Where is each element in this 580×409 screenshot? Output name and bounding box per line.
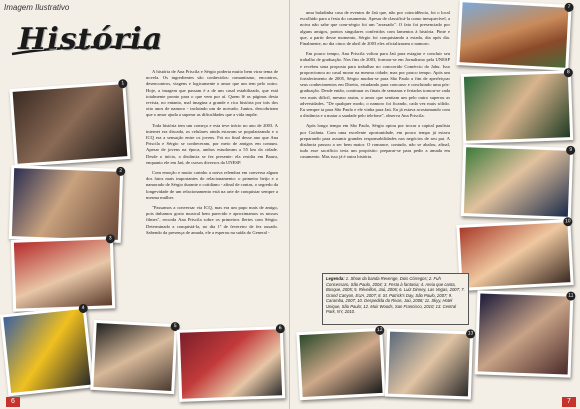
left-article-column	[146, 69, 278, 331]
photo-7: 7	[456, 0, 571, 71]
article-paragraph: A história de Ana Priscila e Sérgio poderia muito bem virar tema de novela. Os ingredientes são conhecidos: romantismo, encontros, desencontros, viagens e logicamente o amor que um tem pelo outro. Hoje, a imagem que passam é a de um casal estabilizado, que está totalmente pronto para o que vem por aí. Quem lê as páginas desta revista, no entanto, mal imagina a grande e rica história por trás dos oito anos de namoro - incluindo um de noivado. Juntos, descobriram que o amor ajuda a superar as dificuldades que a vida impõe.	[146, 69, 278, 118]
page-number-right: 7	[562, 397, 576, 407]
photo-8: 8	[461, 70, 573, 144]
right-page	[290, 0, 580, 409]
photo-10: 10	[456, 219, 573, 291]
photo-legend	[322, 273, 469, 325]
photo-13: 13	[385, 329, 473, 400]
article-paragraph: uma baladinha casa de eventos de Jaú que, não por coincidência, foi o local escolhido para a festa do casamento. Apesar de classificá-la como inesquecível, a noiva não sabe que com-sérgio foi um "arrasado". O fato foi presenciado por alguns amigos, pontos singulares conferidos com lamentos à história. Pinte e que, a partir desse momento, Sérgio foi conquistando a estada, dia após dia. Finalmente, no dia cinco de abril de 2003 eles oficializaram o namoro.	[300, 10, 450, 47]
article-paragraph: Toda história tem um começo e esta teve início no ano de 2003. A internet era discada, os celulares ainda estavam se popularizando e o ICQ era a sensação entre os jovens. Foi no final desse ano que Ana Priscila e Sérgio se conheceram, por meio de amigos em comum. Apesar de jovens na época, ambos estudavam a 55 km da cidade. Desde o início, a distância se fez presente: ela residia em Bauru, enquanto ele em Jaú, de cursos diversos da UNESP.	[146, 122, 278, 165]
photo-3: 3	[11, 236, 115, 312]
legend-label: Legenda:	[326, 276, 345, 281]
article-paragraph: Com emoção e muito carinho a noiva relembra em conversa algum dos fatos mais importantes do relacionamento: o primeiro beijo e o namorado de Sérgio durante o cotidiano - afinal de contas, o segredo da longevidade de um relacionamento está na arte de conquistar sempre a mesma mulher.	[146, 170, 278, 200]
photo-5: 5	[90, 320, 178, 394]
section-label: Imagem Ilustrativo	[4, 3, 70, 12]
legend-text: 1. Show da banda Revenge, Dois Córregos; 2. Fuh Concessaro, São Paulo, 2004; 3. Festa à fantasia; 4. Areia que canta, Bosque, 2005; 5. Réveillon, Jaú, 2006; 6. Luiz Dinney, Las Vegas, 2007; 7. Grand Canyon, EUA, 2007; 8. St. Patrick's Day, São Paulo, 2007; 9. Caramba, 2007; 10. Despedida do Rivas, Jaú, 2008; 11. Skyy, Hotel Unique, São Paulo; 12. Muir Woods, San Francisco, 2010; 13. Central Park, NY, 2010.	[326, 276, 465, 314]
photo-6: 6	[177, 326, 285, 402]
photo-1: 1	[9, 81, 130, 167]
article-paragraph: Em pouco tempo, Ana Priscila voltou para Jaú para estagiar e concluir seu trabalho de graduação. Nos fins de 2003, formou-se em Jornalismo pela UNESP e recebeu uma proposta para trabalhar no concorrido Comércio do Jahu. Isso proporcionou ao casal morar na mesma cidade, mas por pouco tempo. Após um fortalecimento de 2005, Sérgio mudou-se para São Paulo a fim de aperfeiçoar seus conhecimentos em Direito, estudando para concurso e concluindo uma pós-graduação. Desde então, continuar os finais de semanas e feriados tornou-se cada vez mais difícil, mesmo assim, o amor que sentiam um pelo outro superou as adversidades. "De qualquer modo, o namoro foi ficando, cada vez mais sólido. Eu sempre ia para São Paulo e ele vinha para Jaú. Eu já estava acostumando com a distância e a matar a saudade pelo telefone", observa Ana Priscila.	[300, 51, 450, 119]
article-paragraph: "Passamos a conversar via ICQ, mas era um papo mais de amigo, pois tínhamos gosto musical bem parecido e aproximamos os nossos filmes", recorda Ana Priscila sobre os primeiros flertes com Sérgio. Determinado a conquistá-la, no dia 1º de fevereiro de fez ousado. Sabendo da presença de amada, ele a esperou na saída do General -	[146, 205, 278, 235]
photo-11: 11	[475, 290, 574, 377]
photo-9: 9	[461, 144, 573, 220]
photo-4: 4	[0, 306, 94, 397]
photo-2: 2	[9, 165, 124, 243]
article-paragraph: Após longo tempo em São Paulo, Sérgio optou por trocar a capital paulista por Goiânia. Com uma excelente oportunidade, em pouco tempo já estava preparando para assumir grandes responsabilidades nos negócios de seu pai. A distância passou a ser bem maior. O romance, contudo, não se abalou, afinal, tudo esse sacrifício teria um propósito: preparar-se para pedir a amada em casamento. Mas isso já é outra história.	[300, 123, 450, 160]
right-article-column	[300, 10, 450, 265]
page-title: História	[18, 22, 164, 57]
photo-12: 12	[296, 328, 385, 400]
page-number-left: 6	[6, 397, 20, 407]
